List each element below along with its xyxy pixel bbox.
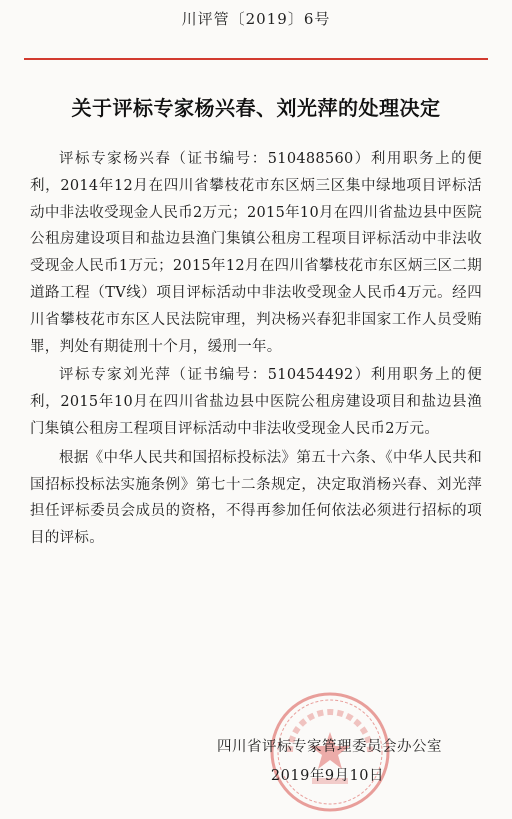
paragraph-yang-xingchun: 评标专家杨兴春（证书编号：510488560）利用职务上的便利，2014年12月在四川省攀枝花市东区炳三区集中绿地项目评标活动中非法收受现金人民币2万元；2015年10月在四川省盐边县中医院公租房建设项目和盐边县渔门集镇公租房工程项目评标活动中非法收受现金人民币1万元；2015年12月在四川省攀枝花市东区炳三区二期道路工程（TV线）项目评标活动中非法收受现金人民币4万元。经四川省攀枝花市东区人民法院审理，判决杨兴春犯非国家工作人员受贿罪，判处有期徒刑十个月，缓刑一年。 (30, 151, 482, 355)
document-number: 川评管〔2019〕6号 (181, 10, 331, 28)
signature-organization: 四川省评标专家管理委员会办公室 (217, 739, 442, 755)
document-title: 关于评标专家杨兴春、刘光萍的处理决定 (71, 96, 441, 120)
paragraph-liu-guangping: 评标专家刘光萍（证书编号：510454492）利用职务上的便利，2015年10月在四川省盐边县中医院公租房建设项目和盐边县渔门集镇公租房工程项目评标活动中非法收受现金人民币2万元。 (30, 367, 482, 437)
document-body (30, 146, 482, 554)
signature-date: 2019年9月10日 (270, 768, 384, 784)
paragraph-decision: 根据《中华人民共和国招标投标法》第五十六条、《中华人民共和国招标投标法实施条例》第七十二条规定，决定取消杨兴春、刘光萍担任评标委员会成员的资格，不得再参加任何依法必须进行招标的项目的评标。 (30, 449, 482, 547)
red-header-rule (24, 58, 488, 60)
